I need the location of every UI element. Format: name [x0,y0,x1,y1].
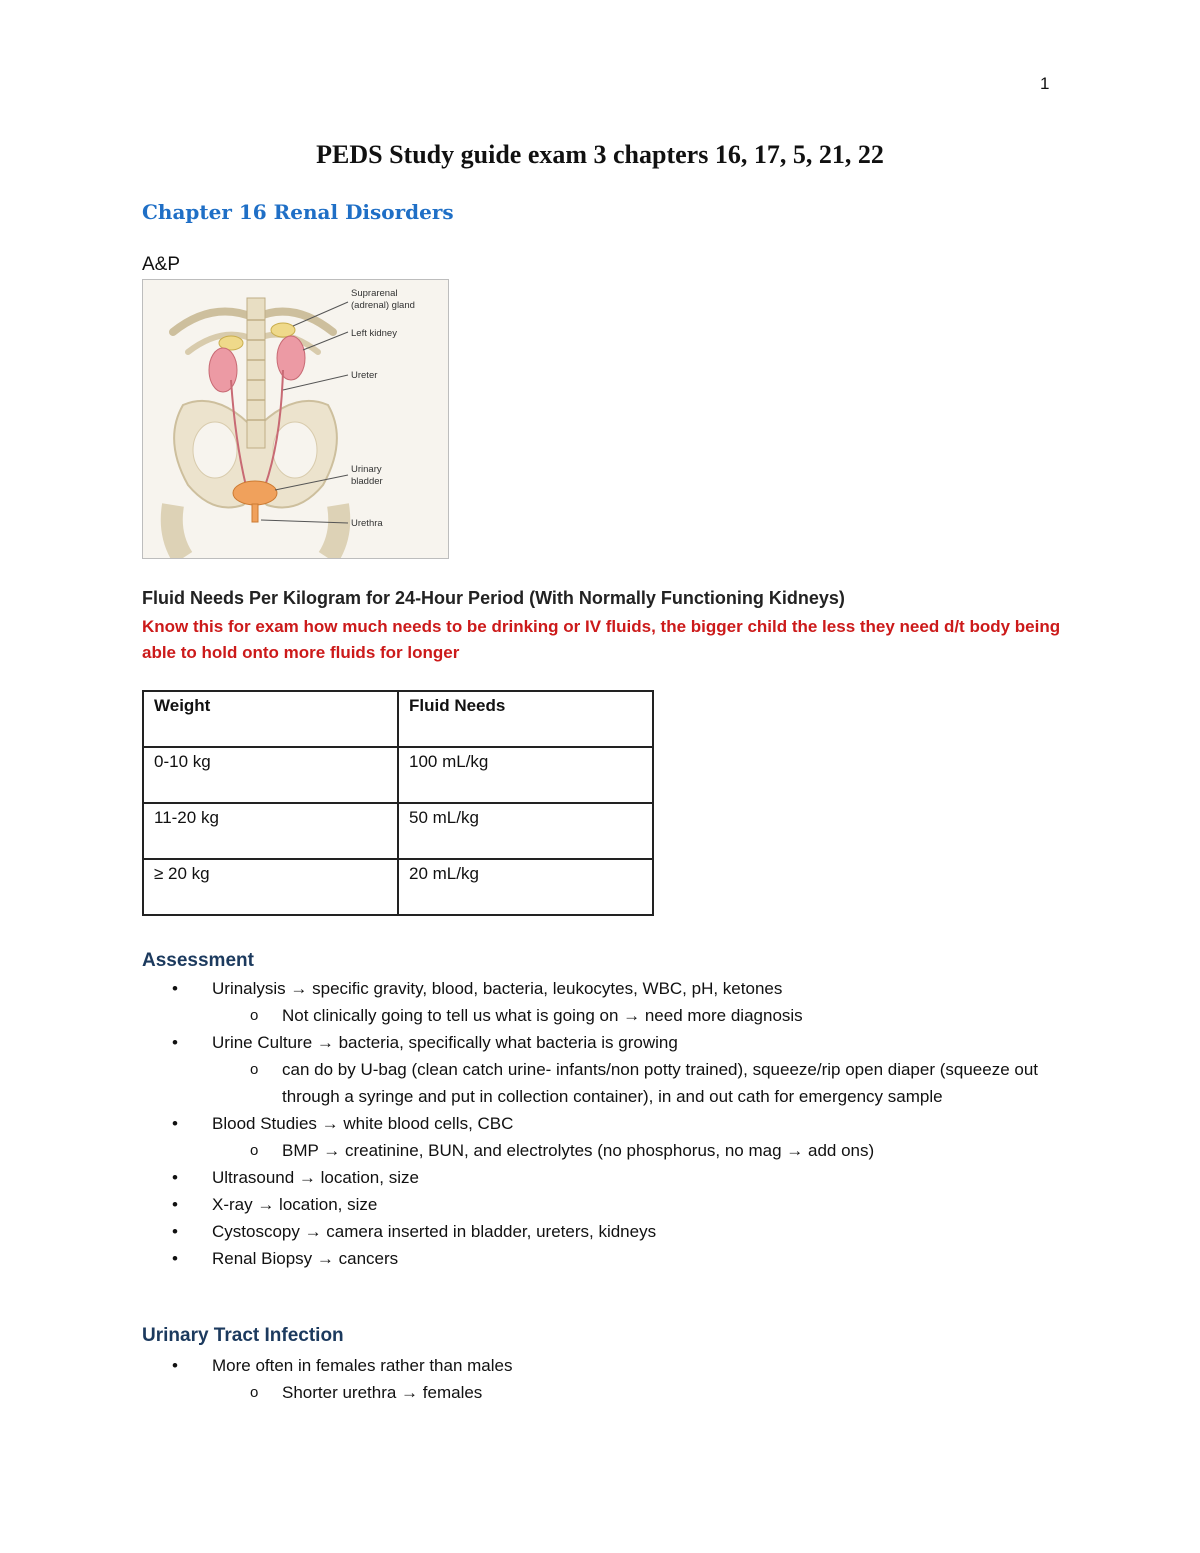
table-header-weight: Weight [143,691,398,747]
page-number: 1 [1040,74,1050,93]
list-item: • Cystoscopy → camera inserted in bladder, ureters, kidneys [142,1218,1072,1245]
table-cell-fluid: 50 mL/kg [398,803,653,859]
list-item: o Not clinically going to tell us what is going on → need more diagnosis [142,1002,1072,1029]
table-cell-weight: 11-20 kg [143,803,398,859]
uti-heading: Urinary Tract Infection [142,1325,344,1346]
figure-label-adrenal: (adrenal) gland [351,300,415,311]
table-cell-fluid: 100 mL/kg [398,747,653,803]
uti-list [142,1352,1072,1406]
urinary-system-illustration [143,280,448,558]
exam-note: Know this for exam how much needs to be drinking or IV fluids, the bigger child the less they need d/t body being able to hold onto more fluids for longer [142,617,1061,662]
document-title: PEDS Study guide exam 3 chapters 16, 17, 5, 21, 22 [316,140,884,169]
table-row [143,747,653,803]
anatomy-figure [142,279,449,559]
list-item: o BMP → creatinine, BUN, and electrolytes (no phosphorus, no mag → add ons) [142,1137,1072,1164]
table-cell-weight: ≥ 20 kg [143,859,398,915]
chapter-heading: Chapter 16 Renal Disorders [142,200,454,224]
figure-label-urethra: Urethra [351,518,383,529]
figure-label-ureter: Ureter [351,370,378,381]
table-row [143,859,653,915]
list-item: • Renal Biopsy → cancers [142,1245,1072,1272]
fluid-needs-table [142,690,654,916]
list-item: • More often in females rather than males [142,1352,1072,1379]
ap-heading: A&P [142,254,181,275]
figure-label-left-kidney: Left kidney [351,328,397,339]
table-row [143,803,653,859]
list-item: • Urinalysis → specific gravity, blood, bacteria, leukocytes, WBC, pH, ketones [142,975,1072,1002]
list-item: • Urine Culture → bacteria, specifically what bacteria is growing [142,1029,1072,1056]
figure-label-urinary: Urinary [351,464,382,475]
assessment-list [142,975,1072,1272]
list-item: • Ultrasound → location, size [142,1164,1072,1191]
figure-label-bladder: bladder [351,476,383,487]
list-item: • Blood Studies → white blood cells, CBC [142,1110,1072,1137]
list-item: • X-ray → location, size [142,1191,1072,1218]
assessment-heading: Assessment [142,950,254,971]
fluid-needs-heading: Fluid Needs Per Kilogram for 24-Hour Period (With Normally Functioning Kidneys) [142,588,845,608]
table-cell-weight: 0-10 kg [143,747,398,803]
figure-label-suprarenal: Suprarenal [351,288,398,299]
list-item: o Shorter urethra → females [142,1379,1072,1406]
table-cell-fluid: 20 mL/kg [398,859,653,915]
table-header-fluid-needs: Fluid Needs [398,691,653,747]
list-item: o can do by U-bag (clean catch urine- infants/non potty trained), squeeze/rip open diaper (squeeze out through a syringe and put in collection container), in and out cath for emergency sample [142,1056,1072,1110]
table-header-row [143,691,653,747]
